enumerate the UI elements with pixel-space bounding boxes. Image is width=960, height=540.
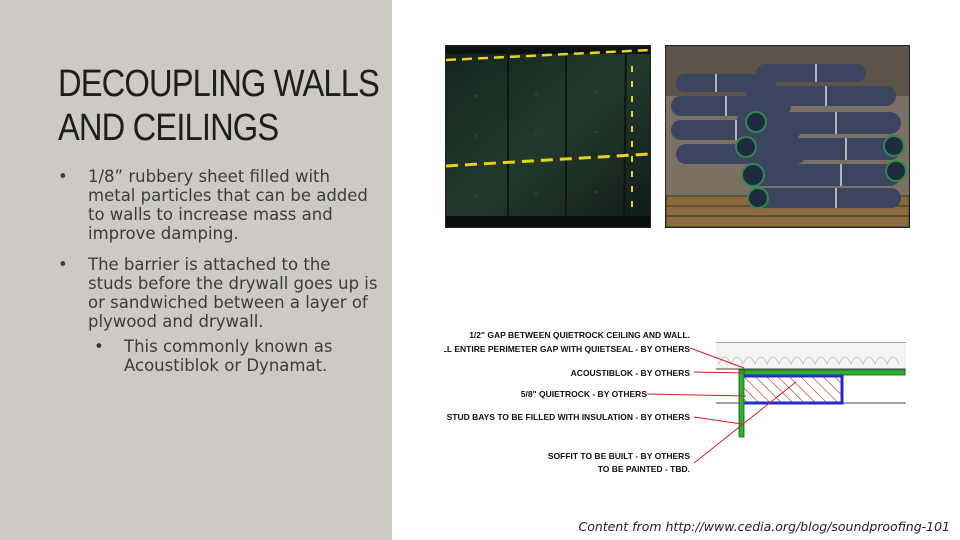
- bullet-marker: •: [58, 167, 68, 186]
- sub-bullet-text: This commonly known as Acoustiblok or Dynamat.: [124, 337, 333, 375]
- barrier-rolls-image: [666, 46, 909, 227]
- section-drawing: [444, 326, 914, 478]
- label-quietrock: 5/8" QUIETROCK - BY OTHERS: [520, 389, 647, 399]
- label-acoustiblok: ACOUSTIBLOK - BY OTHERS: [570, 368, 690, 378]
- label-soffit-1: SOFFIT TO BE BUILT - BY OTHERS: [547, 451, 690, 461]
- barrier-wall-image: [446, 46, 650, 227]
- barrier-rolls-photo: [665, 45, 910, 228]
- label-insulation: ALL STUD BAYS TO BE FILLED WITH INSULATION - BY OTHERS: [444, 412, 690, 422]
- label-gap-2: FILL ENTIRE PERIMETER GAP WITH QUIETSEAL - BY OTHERS: [444, 344, 690, 354]
- bullet-marker: •: [58, 255, 68, 274]
- bullet-text: 1/8” rubbery sheet filled with metal particles that can be added to walls to increase mass and improve damping.: [88, 167, 368, 243]
- title-line-1: DECOUPLING WALLS: [58, 63, 379, 105]
- bullet-item: [58, 167, 378, 243]
- label-soffit-2: TO BE PAINTED - TBD.: [597, 464, 690, 474]
- bullet-item: [58, 255, 378, 331]
- bullet-list: [58, 167, 378, 387]
- title-line-2: AND CEILINGS: [58, 107, 279, 149]
- ceiling-detail-diagram: [444, 326, 914, 478]
- label-gap-1: 1/2" GAP BETWEEN QUIETROCK CEILING AND WALL.: [469, 330, 690, 340]
- sub-bullet-item: [58, 337, 378, 375]
- slide-title: [58, 62, 379, 150]
- source-caption: Content from http://www.cedia.org/blog/soundproofing-101: [578, 519, 950, 534]
- barrier-wall-photo: [445, 45, 651, 228]
- bullet-marker: •: [94, 337, 104, 356]
- bullet-text: The barrier is attached to the studs before the drywall goes up is or sandwiched between a layer of plywood and drywall.: [88, 255, 378, 331]
